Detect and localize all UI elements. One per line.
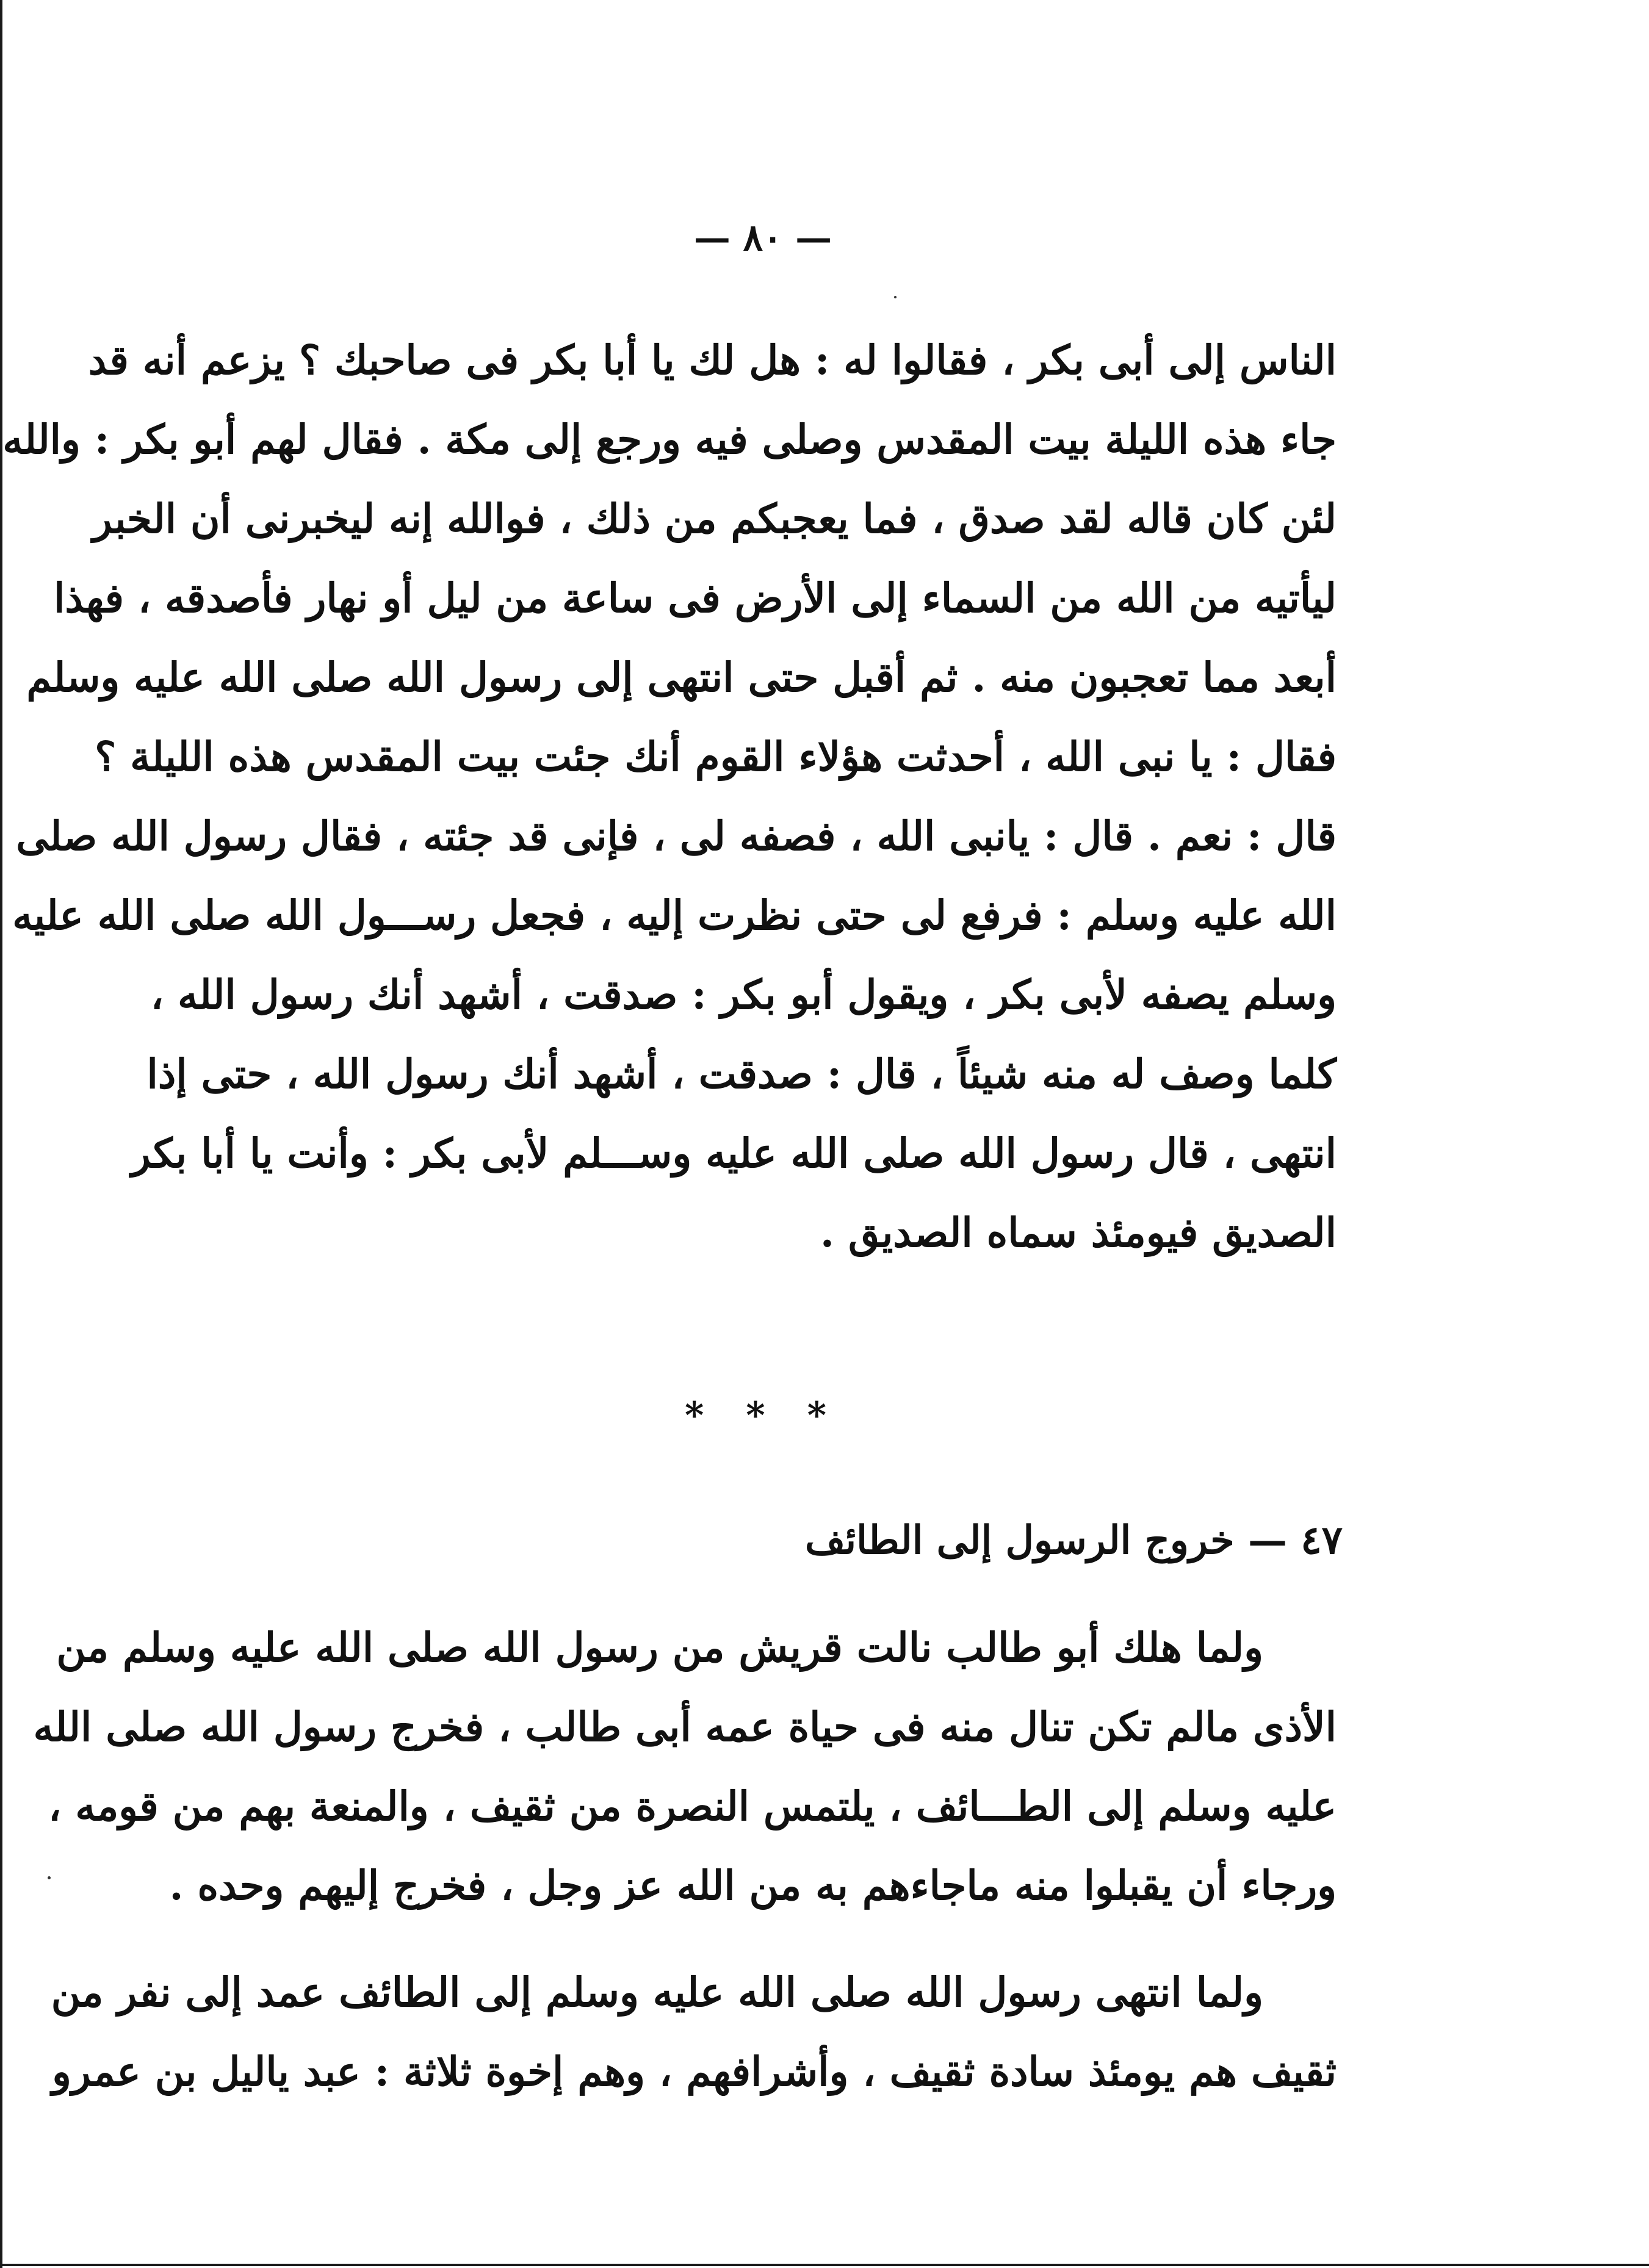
text-line: ثقيف هم يومئذ سادة ثقيف ، وأشرافهم ، وهم إخوة ثلاثة : عبد ياليل بن عمرو [51, 2048, 1337, 2095]
text-line: ليأتيه من الله من السماء إلى الأرض فى ساعة من ليل أو نهار فأصدقه ، فهذا [54, 574, 1337, 622]
section-heading: ٤٧ — خروج الرسول إلى الطائف [805, 1517, 1343, 1563]
text-line: جاء هذه الليلة بيت المقدس وصلى فيه ورجع إلى مكة . فقال لهم أبو بكر : والله [2, 416, 1337, 463]
text-line-last: ورجاء أن يقبلوا منه ماجاءهم به من الله عز وجل ، فخرج إليهم وحده . [169, 1862, 1337, 1909]
main-text-block [2, 320, 1337, 1272]
text-line: انتهى ، قال رسول الله صلى الله عليه وســـلم لأبى بكر : وأنت يا أبا بكر [131, 1129, 1337, 1177]
text-line: وسلم يصفه لأبى بكر ، ويقول أبو بكر : صدقت ، أشهد أنك رسول الله ، [150, 971, 1337, 1018]
text-line: الناس إلى أبى بكر ، فقالوا له : هل لك يا أبا بكر فى صاحبك ؟ يزعم أنه قد [88, 336, 1337, 384]
paragraph-2 [51, 1953, 1337, 2111]
section-separator: * * * [685, 1394, 841, 1437]
scan-speck [894, 296, 897, 298]
paragraph-1 [33, 1608, 1337, 1925]
text-line: فقال : يا نبى الله ، أحدثت هؤلاء القوم أنك جئت بيت المقدس هذه الليلة ؟ [95, 733, 1337, 780]
page-edge-bottom [0, 2264, 1649, 2266]
text-line: الله عليه وسلم : فرفع لى حتى نظرت إليه ، فجعل رســـول الله صلى الله عليه [12, 891, 1337, 939]
page-edge-left [0, 0, 2, 2268]
text-line: قال : نعم . قال : يانبى الله ، فصفه لى ، فإنى قد جئته ، فقال رسول الله صلى [16, 812, 1337, 860]
text-line-last: الصديق فيومئذ سماه الصديق . [820, 1209, 1337, 1256]
text-line: ولما هلك أبو طالب نالت قريش من رسول الله صلى الله عليه وسلم من [56, 1624, 1263, 1671]
page-number: — ٨٠ — [693, 217, 832, 259]
text-line: أبعد مما تعجبون منه . ثم أقبل حتى انتهى إلى رسول الله صلى الله عليه وسلم [26, 653, 1337, 701]
text-line: الأذى مالم تكن تنال منه فى حياة عمه أبى طالب ، فخرج رسول الله صلى الله [33, 1703, 1337, 1751]
text-line: ولما انتهى رسول الله صلى الله عليه وسلم إلى الطائف عمد إلى نفر من [51, 1968, 1263, 2016]
text-line: لئن كان قاله لقد صدق ، فما يعجبكم من ذلك ، فوالله إنه ليخبرنى أن الخبر [92, 495, 1337, 542]
text-line: كلما وصف له منه شيئاً ، قال : صدقت ، أشهد أنك رسول الله ، حتى إذا [146, 1050, 1337, 1098]
scan-speck [48, 1876, 51, 1879]
text-line: عليه وسلم إلى الطـــائف ، يلتمس النصرة من ثقيف ، والمنعة بهم من قومه ، [48, 1782, 1337, 1830]
